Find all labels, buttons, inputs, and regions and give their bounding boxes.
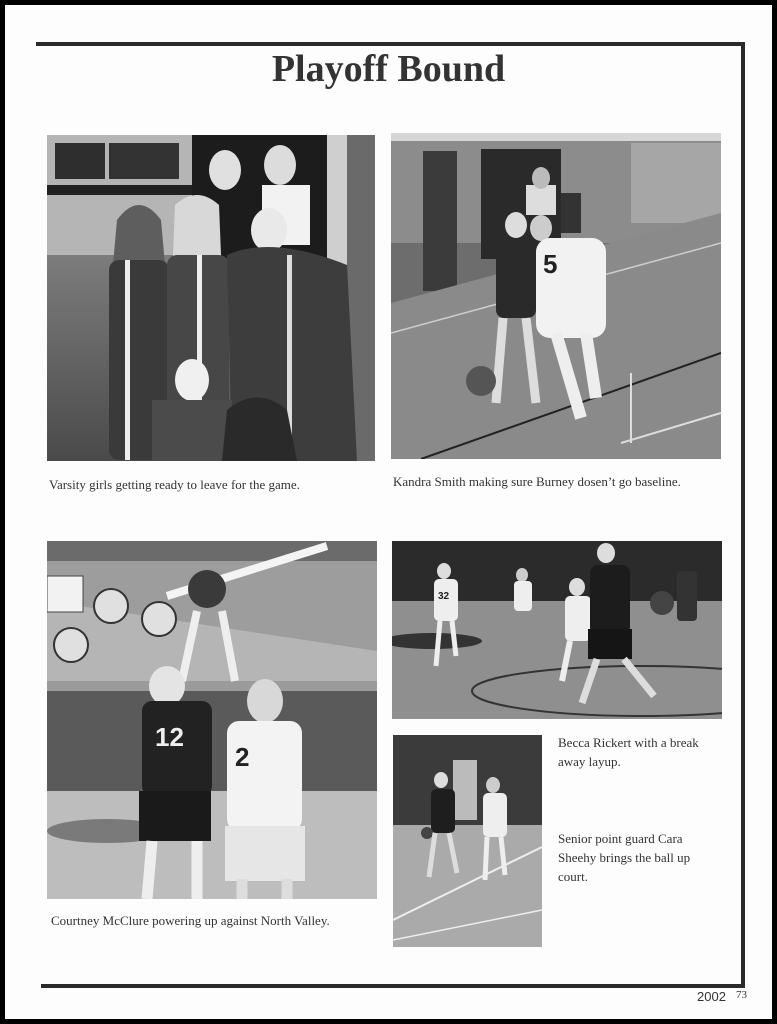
yearbook-page: [5, 5, 772, 1019]
caption-layup-photo: Courtney McClure powering up against North Valley.: [51, 913, 330, 928]
frame-border-bottom: [41, 984, 745, 988]
folio-year: 2002: [697, 989, 726, 1004]
fast-break-photo: [392, 541, 722, 719]
frame-border-right: [741, 42, 745, 988]
caption-breakaway-photo: Becca Rickert with a break away layup.: [558, 735, 699, 769]
caption-defense-photo: Kandra Smith making sure Burney dosen’t go baseline.: [393, 474, 681, 489]
team-photo: [47, 135, 375, 461]
jersey-number-2: 2: [235, 742, 250, 772]
page-title: Playoff Bound: [271, 48, 506, 90]
defense-photo: [391, 133, 721, 459]
layup-photo: [47, 541, 377, 899]
frame-border-top: [36, 42, 745, 46]
jersey-number-32: 32: [438, 591, 450, 602]
page-number: 73: [736, 989, 747, 1001]
jersey-number-12: 12: [155, 722, 184, 752]
caption-point-guard-photo: Senior point guard Cara Sheehy brings the ball up court.: [558, 831, 691, 884]
caption-team-photo: Varsity girls getting ready to leave for the game.: [49, 477, 300, 492]
jersey-number-5: 5: [543, 249, 558, 279]
point-guard-photo: [393, 735, 542, 947]
